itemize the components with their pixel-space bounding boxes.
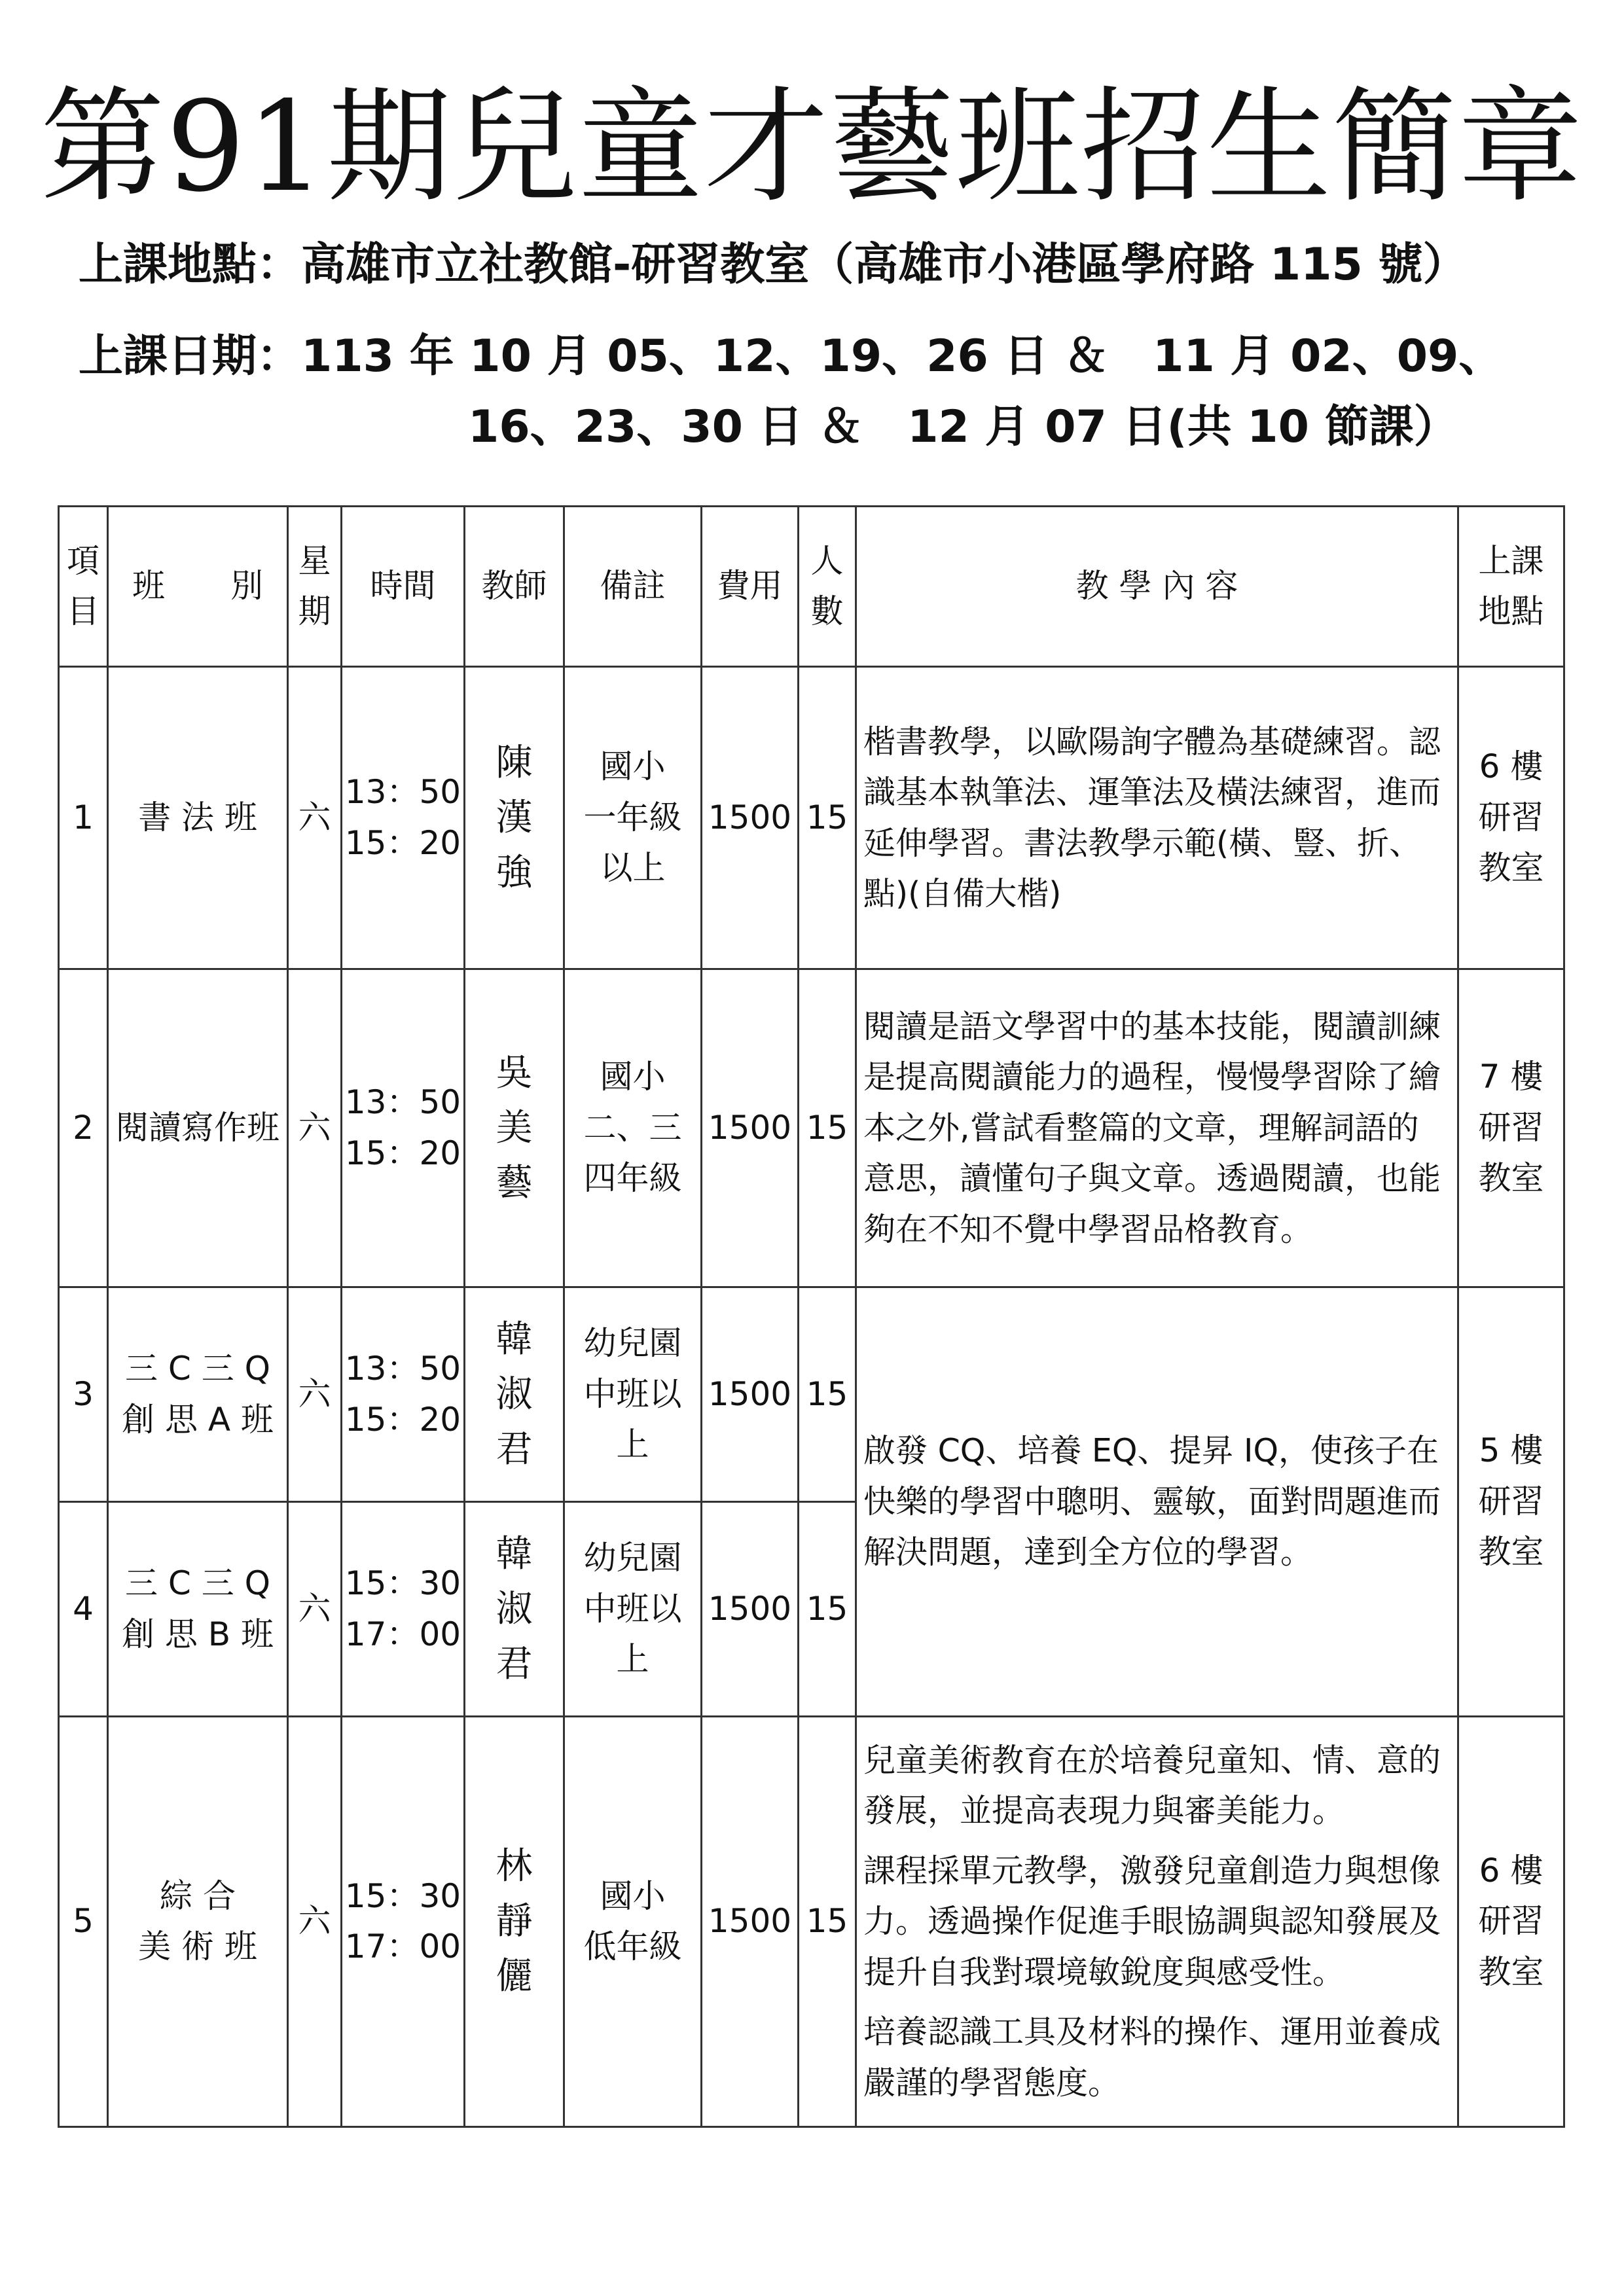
class-cell: 三 C 三 Q 創 思 A 班	[108, 1287, 288, 1502]
place-cell: 6 樓 研習 教室	[1458, 667, 1564, 969]
item-cell: 3	[59, 1287, 108, 1502]
date-line-2: 16、23、30 日 ＆ 12 月 07 日(共 10 節課）	[468, 401, 1458, 453]
place-cell-shared: 5 樓 研習 教室	[1458, 1287, 1564, 1717]
fee-cell: 1500	[702, 1717, 799, 2127]
count-cell: 15	[799, 1717, 856, 2127]
count-cell: 15	[799, 1287, 856, 1502]
weekday-cell: 六	[288, 1287, 342, 1502]
header-time: 時間	[342, 507, 465, 667]
item-cell: 1	[59, 667, 108, 969]
header-item: 項 目	[59, 507, 108, 667]
weekday-cell: 六	[288, 1502, 342, 1717]
header-note: 備註	[564, 507, 702, 667]
time-cell: 15：30 17：00	[342, 1502, 465, 1717]
fee-cell: 1500	[702, 969, 799, 1287]
count-cell: 15	[799, 667, 856, 969]
fee-cell: 1500	[702, 1287, 799, 1502]
note-cell: 國小 低年級	[564, 1717, 702, 2127]
table-row	[59, 667, 1564, 969]
table-row	[59, 1717, 1564, 2127]
date-line-1: 上課日期：113 年 10 月 05、12、19、26 日 ＆ 11 月 02、09、	[79, 331, 1504, 382]
header-weekday: 星 期	[288, 507, 342, 667]
table-row	[59, 969, 1564, 1287]
teacher-cell: 吳 美 藝	[465, 969, 564, 1287]
content-cell-shared: 啟發 CQ、培養 EQ、提昇 IQ，使孩子在快樂的學習中聰明、靈敏，面對問題進而解決問題，達到全方位的學習。	[856, 1287, 1458, 1717]
place-cell: 6 樓 研習 教室	[1458, 1717, 1564, 2127]
teacher-cell: 陳 漢 強	[465, 667, 564, 969]
page-title: 第91期兒童才藝班招生簡章	[40, 75, 1584, 219]
fee-cell: 1500	[702, 1502, 799, 1717]
time-cell: 13：50 15：20	[342, 667, 465, 969]
class-cell: 三 C 三 Q 創 思 B 班	[108, 1502, 288, 1717]
time-cell: 13：50 15：20	[342, 1287, 465, 1502]
class-cell: 綜 合 美 術 班	[108, 1717, 288, 2127]
fee-cell: 1500	[702, 667, 799, 969]
item-cell: 2	[59, 969, 108, 1287]
weekday-cell: 六	[288, 969, 342, 1287]
location-line: 上課地點：高雄市立社教館-研習教室（高雄市小港區學府路 115 號）	[79, 239, 1468, 291]
time-cell: 15：30 17：00	[342, 1717, 465, 2127]
header-content: 教 學 內 容	[856, 507, 1458, 667]
header-class: 班 別	[108, 507, 288, 667]
content-cell: 兒童美術教育在於培養兒童知、情、意的發展，並提高表現力與審美能力。 課程採單元教學，激發兒童創造力與想像力。透過操作促進手眼協調與認知發展及提升自我對環境敏銳度與感受性。 培養認識工具及材料的操作、運用並養成嚴謹的學習態度。	[856, 1717, 1458, 2127]
count-cell: 15	[799, 969, 856, 1287]
item-cell: 4	[59, 1502, 108, 1717]
place-cell: 7 樓 研習 教室	[1458, 969, 1564, 1287]
content-cell: 楷書教學，以歐陽詢字體為基礎練習。認識基本執筆法、運筆法及橫法練習，進而延伸學習。書法教學示範(橫、豎、折、點)(自備大楷)	[856, 667, 1458, 969]
class-cell: 書 法 班	[108, 667, 288, 969]
header-place: 上課 地點	[1458, 507, 1564, 667]
time-cell: 13：50 15：20	[342, 969, 465, 1287]
header-fee: 費用	[702, 507, 799, 667]
table-header-row	[59, 507, 1564, 667]
teacher-cell: 林 靜 儷	[465, 1717, 564, 2127]
header-teacher: 教師	[465, 507, 564, 667]
note-cell: 國小 二、三 四年級	[564, 969, 702, 1287]
content-cell: 閱讀是語文學習中的基本技能，閱讀訓練是提高閱讀能力的過程，慢慢學習除了繪本之外,嘗試看整篇的文章，理解詞語的意思，讀懂句子與文章。透過閱讀，也能夠在不知不覺中學習品格教育。	[856, 969, 1458, 1287]
header-count: 人 數	[799, 507, 856, 667]
note-cell: 幼兒園 中班以 上	[564, 1502, 702, 1717]
item-cell: 5	[59, 1717, 108, 2127]
weekday-cell: 六	[288, 667, 342, 969]
schedule-table	[58, 505, 1565, 2128]
weekday-cell: 六	[288, 1717, 342, 2127]
table-row	[59, 1287, 1564, 1502]
class-cell: 閱讀寫作班	[108, 969, 288, 1287]
teacher-cell: 韓 淑 君	[465, 1287, 564, 1502]
teacher-cell: 韓 淑 君	[465, 1502, 564, 1717]
note-cell: 幼兒園 中班以 上	[564, 1287, 702, 1502]
count-cell: 15	[799, 1502, 856, 1717]
note-cell: 國小 一年級 以上	[564, 667, 702, 969]
